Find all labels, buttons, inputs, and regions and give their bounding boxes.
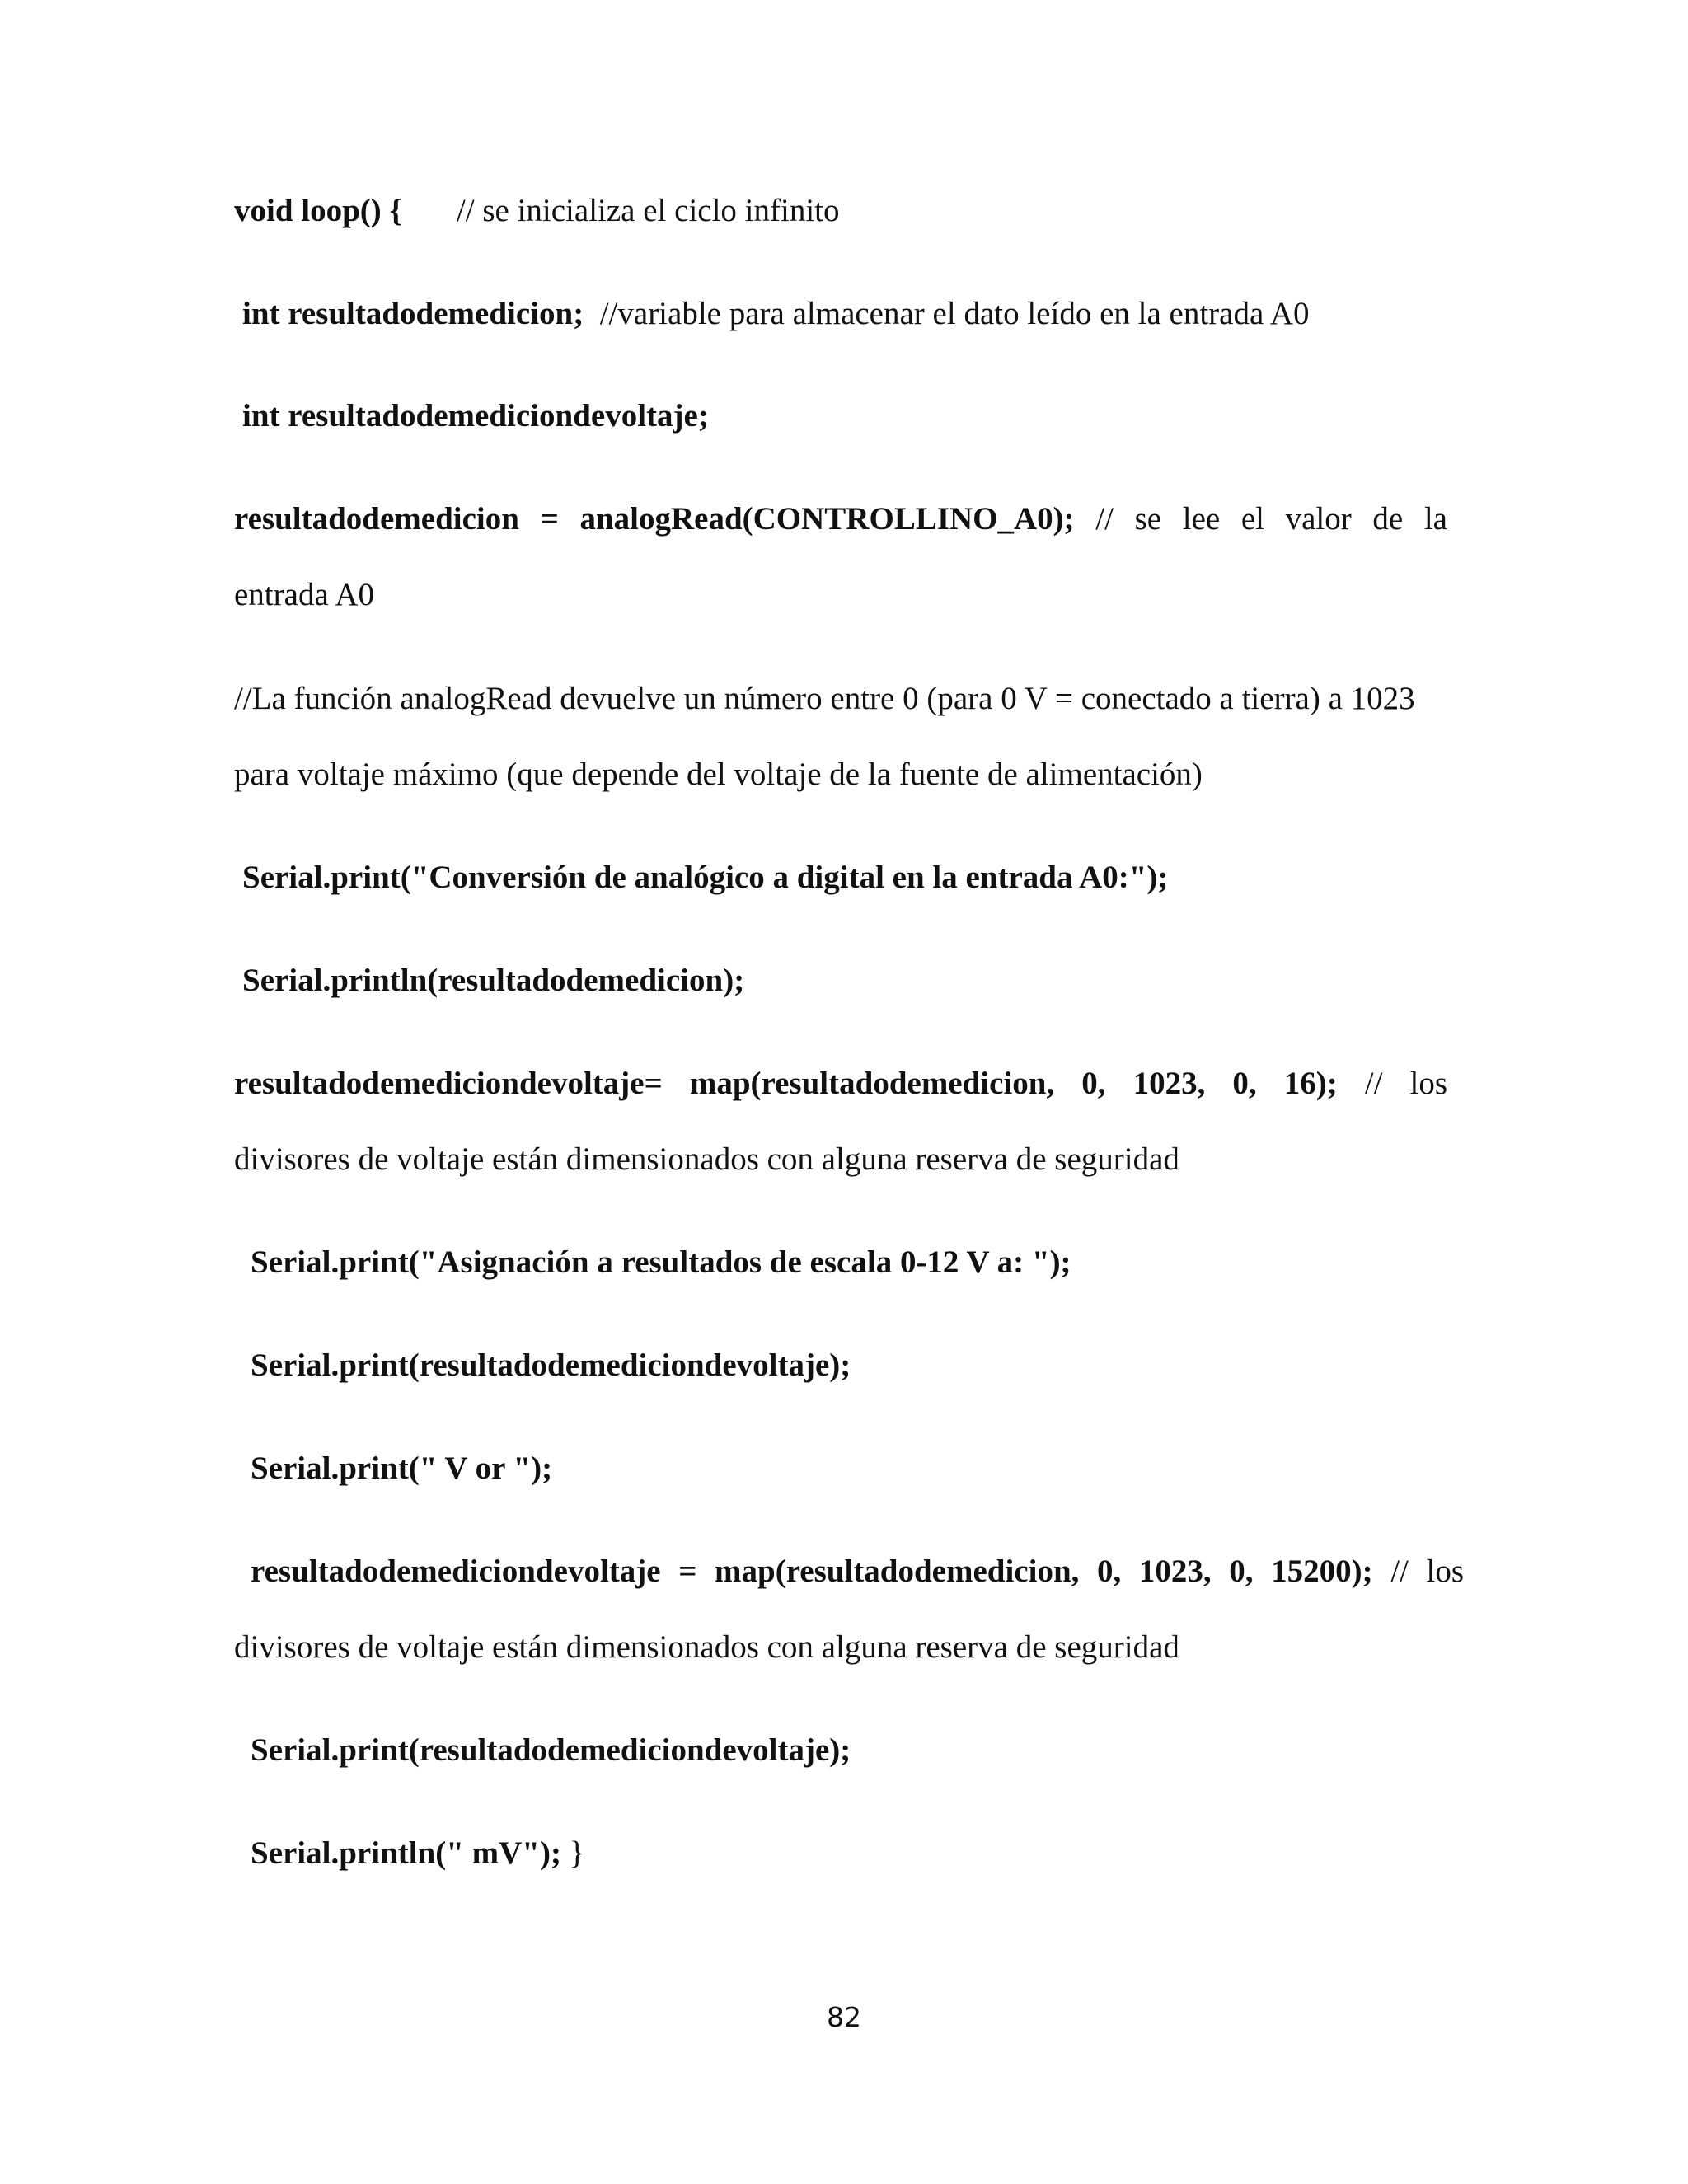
code-line-print-voltaje-2	[234, 1731, 1464, 1770]
page-number: 82	[827, 2001, 861, 2033]
code-line-map-16	[234, 1064, 1447, 1104]
comment-continuation: entrada A0	[234, 577, 375, 612]
code-text: Serial.print(resultadodemediciondevoltaje);	[251, 1347, 851, 1383]
code-line-print-conversion	[234, 858, 1456, 898]
comment-continuation: para voltaje máximo (que depende del voltaje de la fuente de alimentación)	[234, 757, 1203, 792]
code-text: Serial.print(resultadodemediciondevoltaje);	[251, 1732, 851, 1768]
code-comment: // se lee el valor de la	[1095, 501, 1447, 537]
closing-brace: }	[569, 1835, 585, 1871]
code-text: resultadodemediciondevoltaje = map(resultadodemedicion, 0, 1023, 0, 15200);	[251, 1554, 1373, 1589]
code-text: resultadodemediciondevoltaje= map(resultadodemedicion, 0, 1023, 0, 16);	[234, 1066, 1338, 1101]
code-line-analogread	[234, 499, 1447, 539]
code-line-println-mv	[234, 1834, 1464, 1873]
code-line-declare-voltaje	[234, 396, 1456, 436]
code-line-loop	[234, 191, 1447, 231]
code-line-print-asignacion	[234, 1243, 1464, 1282]
code-line-map-15200	[234, 1552, 1464, 1591]
code-text: resultadodemedicion = analogRead(CONTROLLINO_A0);	[234, 501, 1075, 537]
code-line-declare-resultado	[234, 294, 1456, 334]
comment-continuation: divisores de voltaje están dimensionados con alguna reserva de seguridad	[234, 1629, 1179, 1665]
code-text: void loop() {	[234, 193, 402, 228]
code-text: Serial.print("Conversión de analógico a digital en la entrada A0:");	[242, 860, 1169, 895]
code-text: Serial.println(resultadodemedicion);	[242, 963, 745, 998]
code-text: int resultadodemedicion;	[242, 296, 584, 331]
code-line-print-v-or	[234, 1449, 1464, 1488]
code-text: int resultadodemediciondevoltaje;	[242, 398, 709, 434]
code-comment: // se inicializa el ciclo infinito	[456, 193, 840, 228]
code-comment: // los	[1390, 1554, 1465, 1589]
code-comment: // los	[1364, 1066, 1448, 1101]
code-line-print-voltaje	[234, 1346, 1464, 1385]
code-text: Serial.print(" V or ");	[251, 1451, 553, 1486]
code-line-println-resultado	[234, 961, 1456, 1001]
comment-line: //La función analogRead devuelve un número entre 0 (para 0 V = conectado a tierra) a 1023	[234, 681, 1415, 716]
code-text: Serial.print("Asignación a resultados de escala 0-12 V a: ");	[251, 1244, 1071, 1280]
code-text: Serial.println(" mV");	[251, 1835, 561, 1871]
comment-continuation: divisores de voltaje están dimensionados con alguna reserva de seguridad	[234, 1141, 1179, 1177]
code-comment: //variable para almacenar el dato leído en la entrada A0	[599, 296, 1310, 331]
